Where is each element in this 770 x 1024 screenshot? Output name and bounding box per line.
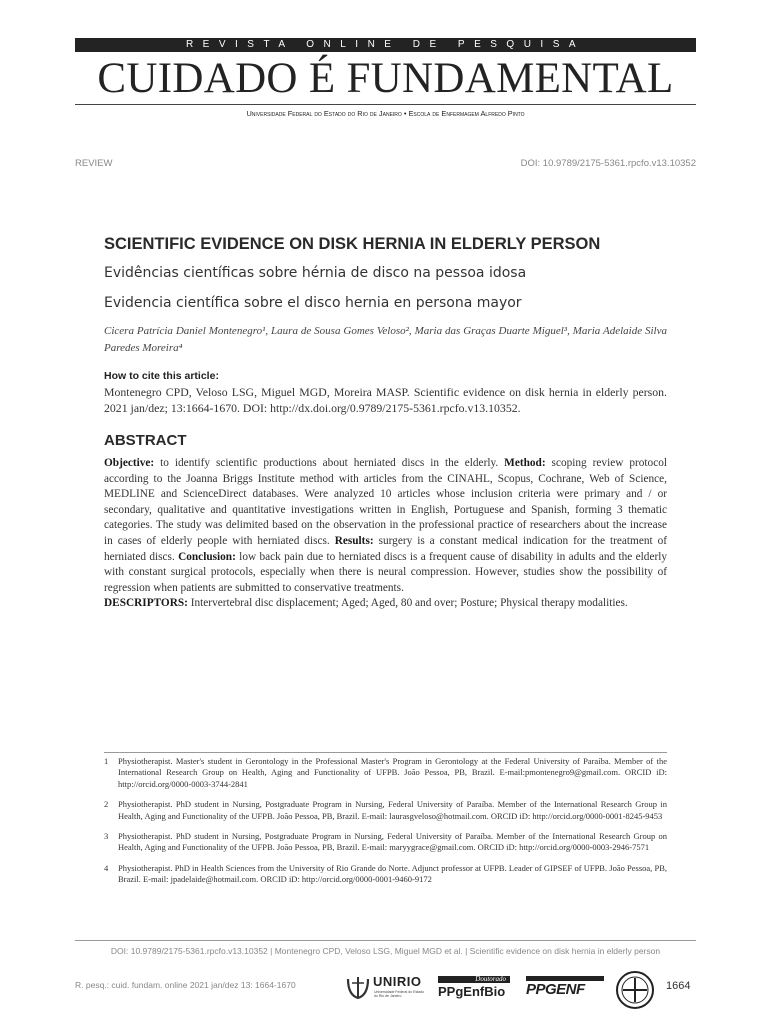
article-section: REVIEW (75, 158, 113, 169)
journal-banner: REVISTA ONLINE DE PESQUISA (75, 38, 696, 52)
unirio-logo-subtext: Universidade Federal do Estado do Rio de Janeiro (374, 990, 425, 998)
footnote-text: Physiotherapist. PhD student in Nursing, Postgraduate Program in Nursing, Federal University of Paraíba. Member of the International Research Group in Health, Aging and Functionality of the UFPB. João Pessoa, PB, Brazil. E-mail: laurasgveloso@hotmail.com. ORCID iD: http://orcid.org/0000-0001-8245-9453 (118, 799, 667, 821)
journal-title: CUIDADO É FUNDAMENTAL (97, 55, 674, 102)
ppgenf-logo-text: PPGENF (526, 981, 585, 998)
title-divider (75, 104, 696, 105)
ppgenfbio-logo-text: PPgEnfBio (438, 984, 506, 999)
journal-affiliation: Universidade Federal do Estado do Rio de Janeiro • Escola de Enfermagem Alfredo Pinto (246, 109, 525, 118)
footnote-number: 2 (104, 799, 109, 810)
citation-text: Montenegro CPD, Veloso LSG, Miguel MGD, Moreira MASP. Scientific evidence on disk hernia in elderly person. 2021 jan/dez; 13:1664-1670. DOI: http://dx.doi.org/0.9789/2175-5361.rpcfo.v13.10352. (104, 385, 667, 415)
footnote (104, 756, 667, 790)
university-seal-logo (615, 970, 655, 1010)
author-list: Cicera Patrícia Daniel Montenegro¹, Laura de Sousa Gomes Veloso², Maria das Graças Duarte Miguel³, Maria Adelaide Silva Paredes Moreira⁴ (104, 325, 667, 354)
abstract-heading: ABSTRACT (104, 432, 187, 449)
footer-divider (75, 940, 696, 941)
footnote-number: 4 (104, 862, 109, 873)
descriptors-text: Intervertebral disc displacement; Aged; Aged, 80 and over; Posture; Physical therapy modalities. (187, 597, 628, 610)
unirio-logo-text: UNIRIO (373, 974, 422, 989)
ppgenf-logo (526, 976, 604, 1000)
article-doi[interactable]: DOI: 10.9789/2175-5361.rpcfo.v13.10352 (520, 158, 696, 169)
seal-icon (615, 970, 655, 1010)
footnote-number: 1 (104, 756, 109, 766)
footnote (104, 799, 667, 822)
descriptors-paragraph (104, 596, 667, 612)
footnote-divider (104, 752, 667, 753)
descriptors-label: DESCRIPTORS: (104, 597, 188, 610)
conclusion-label: Conclusion: (178, 550, 236, 563)
article-title-portuguese: Evidências científicas sobre hérnia de disco na pessoa idosa (104, 265, 527, 281)
footnote (104, 831, 667, 854)
unirio-logo (344, 972, 429, 1002)
running-footer: DOI: 10.9789/2175-5361.rpcfo.v13.10352 | Montenegro CPD, Veloso LSG, Miguel MGD et al. | Scientific evidence on disk hernia in elderly person (110, 946, 661, 956)
unirio-emblem-icon (344, 973, 372, 1001)
method-label: Method: (504, 457, 546, 469)
results-label: Results: (334, 534, 374, 547)
abstract-body (104, 456, 667, 612)
results-text: surgery is a constant medical indication for the treatment of herniated discs. (104, 534, 667, 563)
ppgenfbio-logo (438, 976, 510, 1002)
footnote-text: Physiotherapist. PhD student in Nursing, Postgraduate Program in Nursing, Federal University of Paraíba. Member of the International Research Group on Health, Aging and Functionality of the UFPB. João Pessoa, PB, Brazil. E-mail: maryygrace@gmail.com. ORCID iD: http://orcid.org/0000-0003-2946-7571 (118, 831, 667, 853)
footnotes (104, 756, 667, 895)
objective-label: Objective: (104, 457, 155, 469)
footnote-text: Physiotherapist. PhD in Health Sciences from the University of Rio Grande do Norte. Adjunct professor at UFPB. Leader of GIPSEF of UFPB. João Pessoa, PB, Brazil. E-mail: jpadelaide@hotmail.com. ORCID iD: http://orcid.org/0000-0001-9460-9172 (118, 862, 667, 885)
footnote-text: Physiotherapist. Master's student in Gerontology in the Professional Master's Program in Gerontology at the Federal University of Paraíba. Member of the International Research Group on Health, Aging and Functionality of UFPB. João Pessoa, PB, Brazil. E-mail:pmontenegro9@gmail.com. ORCID iD: http://orcid.org/0000-0003-3744-2841 (118, 756, 667, 789)
page-number: 1664 (666, 980, 691, 992)
footnote-number: 3 (104, 831, 109, 842)
article-title: SCIENTIFIC EVIDENCE ON DISK HERNIA IN ELDERLY PERSON (104, 235, 601, 253)
article-title-spanish: Evidencia científica sobre el disco hernia en persona mayor (104, 295, 522, 311)
objective-text: to identify scientific productions about herniated discs in the elderly. (154, 457, 505, 469)
ppgenfbio-logo-top: Doutorado (475, 975, 506, 983)
footnote (104, 863, 667, 886)
citation-heading: How to cite this article: (104, 370, 219, 382)
abstract-paragraph (104, 456, 667, 596)
journal-reference: R. pesq.: cuid. fundam. online 2021 jan/dez 13: 1664-1670 (75, 980, 296, 990)
method-text: scoping review protocol according to the Joanna Briggs Institute method with articles from the CINAHL, Scopus, Cochrane, Web of Science, MEDLINE and ScienceDirect databases. Were analyzed 10 articles whose inclusion criteria were primary and / or secondary, qualitative and quantitative investigations written in English, Portuguese and Spanish, forming 3 thematic categories. The study was delimited based on the observation in the professional practice of researchers about the increase in cases of elderly people with herniated discs. (104, 457, 667, 547)
conclusion-text: low back pain due to herniated discs is a frequent cause of disability in adults and the elderly with constant surgical protocols, especially when there is neural compression. However, studies show the possibility of regression when patients are submitted to conservative treatments. (104, 550, 668, 594)
